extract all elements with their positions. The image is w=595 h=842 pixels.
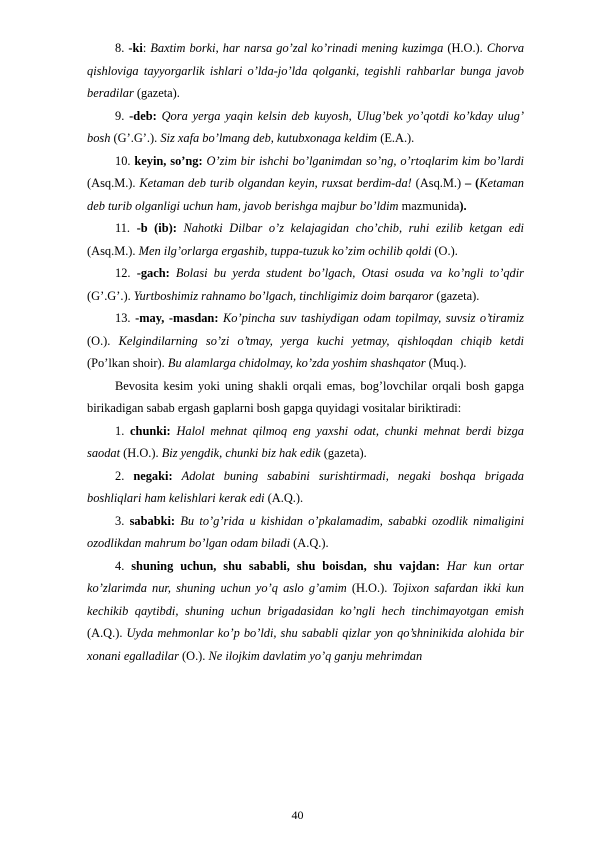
italic-example: Qora yerga yaqin kelsin deb kuyosh, Ulug’bek yo’qotdi ko’kday ulug’ bosh (87, 108, 525, 145)
paragraph (87, 420, 524, 465)
text-run: (Asq.M.) (411, 176, 466, 190)
text-run: (O.). (431, 243, 458, 258)
text-run: 9. (115, 108, 130, 123)
text-run: 13. (115, 311, 136, 325)
bold-run: shuning uchun, shu sababli, shu boisdan, shu vajdan: (131, 558, 440, 573)
italic-example: Ne ilojkim davlatim yo’q ganju mehrimdan (208, 648, 423, 663)
paragraph (87, 150, 524, 218)
text-run: 12. (115, 266, 137, 280)
text-run: (gazeta). (320, 446, 367, 460)
bold-run: ). (459, 198, 467, 213)
text-run: (H.O.). (120, 446, 162, 460)
bold-run: chunki: (130, 423, 171, 438)
italic-example: Tojixon safardan ikki kun kechikib qaytibdi, shuning uchun brigadasidan ko’ngli hech tinchimayotgan emish (87, 581, 524, 618)
page-body (87, 37, 524, 667)
text-run: 3. (115, 513, 130, 528)
text-run: (E.A.). (377, 131, 415, 145)
text-run: (gazeta). (433, 288, 480, 303)
text-run: (gazeta). (133, 86, 180, 100)
italic-example: Uyda mehmonlar ko’p bo’ldi, shu sababli qizlar yon qo’shninikida alohida bir xonani egalladilar (87, 626, 525, 663)
paragraph (87, 105, 524, 150)
text-run: 10. (115, 153, 135, 168)
italic-example: Siz xafa bo’lmang deb, kutubxonaga keldim (160, 131, 378, 145)
paragraph (87, 510, 524, 555)
paragraph (87, 465, 524, 510)
bold-run: -gach: (136, 266, 170, 280)
italic-example: Ketaman deb turib olgandan keyin, ruxsat berdim-da! (139, 176, 412, 190)
italic-example: Baxtim borki, har narsa go’zal ko’rinadi mening kuzimga (150, 41, 444, 55)
text-run (173, 469, 182, 483)
text-run: (Asq.M.). (87, 243, 139, 258)
bold-run: sababki: (129, 513, 176, 528)
text-run (440, 559, 447, 573)
paragraph (87, 555, 524, 668)
italic-example: Halol mehnat qilmoq eng yaxshi odat, chunki mehnat berdi bizga saodat (87, 423, 524, 460)
text-run: (Muq.). (425, 356, 467, 370)
paragraph (87, 262, 524, 307)
paragraph (87, 375, 524, 420)
italic-example: Biz yengdik, chunki biz hak edik (161, 446, 321, 460)
text-run: 4. (115, 558, 132, 573)
bold-run: -may, -masdan: (135, 311, 219, 325)
paragraph (87, 307, 524, 375)
italic-example: Kelgindilarning so’zi o’tmay, yerga kuchi yetmay, qishloqdan chiqib ketdi (118, 333, 525, 348)
italic-example: Yurtboshimiz rahnamo bo’lgach, tinchligimiz doim barqaror (133, 288, 434, 303)
text-run: (O.). (178, 648, 209, 663)
text-run: (A.Q.). (264, 491, 304, 505)
text-run: mazmunida (398, 198, 460, 213)
bold-run: -ki (128, 41, 143, 55)
italic-example: Men ilg’orlarga ergashib, tuppa-tuzuk ko’zim ochilib qoldi (138, 243, 432, 258)
italic-example: Bu alamlarga chidolmay, ko’zda yoshim shashqator (167, 356, 426, 370)
text-run: (H.O.). (346, 581, 393, 595)
text-run: : (142, 41, 151, 55)
page-number: 40 (291, 808, 304, 822)
italic-example: Bolasi bu yerda student bo’lgach, Otasi osuda va ko’ngli to’qdir (175, 266, 524, 280)
italic-example: Ko’pincha suv tashiydigan odam topilmay, suvsiz o’tiramiz (223, 311, 524, 325)
italic-example: Adolat buning sababini surishtirmadi, negaki boshqa brigada boshliqlari ham kelishlari kerak edi (87, 468, 524, 505)
text-run: (A.Q.). (87, 626, 127, 640)
italic-example: Ketaman deb turib olganligi uchun ham, javob berishga majbur bo’ldim (87, 176, 524, 213)
bold-run: -b (ib): (136, 221, 177, 235)
italic-example: Bu to’g’rida u kishidan o’pkalamadim, sababki ozodlik nimaligini ozodlikdan mahrum bo’lgan odam biladi (87, 513, 525, 550)
text-run: (Asq.M.). (87, 176, 140, 190)
italic-example: O’zim bir ishchi bo’lganimdan so’ng, o’rtoqlarim kim bo’lardi (206, 153, 524, 168)
text-run: 1. (115, 423, 131, 438)
text-run: Bevosita kesim yoki uning shakli orqali emas, bog’lovchilar orqali bosh gapga birikadigan sabab ergash gaplarni bosh gapga quyidagi vositalar biriktiradi: (87, 378, 524, 415)
paragraph (87, 217, 524, 262)
bold-run: – ( (465, 176, 480, 190)
bold-run: -deb: (129, 108, 157, 123)
text-run: (Po’lkan shoir). (87, 356, 168, 370)
italic-example: Har kun ortar ko’zlarimda nur, shuning uchun yo’q aslo g’amim (87, 558, 524, 595)
italic-example: Nahotki Dilbar o’z kelajagidan cho’chib, ruhi ezilib ketgan edi (183, 221, 524, 235)
text-run: 11. (115, 221, 137, 235)
bold-run: negaki: (133, 468, 173, 483)
text-run: (G’.G’.). (87, 288, 134, 303)
text-run: (H.O.). (443, 41, 487, 55)
text-run: 8. (115, 41, 129, 55)
paragraph (87, 37, 524, 105)
text-run: 2. (115, 468, 134, 483)
text-run: (O.). (87, 333, 119, 348)
bold-run: keyin, so’ng: (134, 153, 203, 168)
text-run: (A.Q.). (290, 536, 329, 550)
text-run: (G’.G’.). (110, 131, 161, 145)
italic-example: Chorva qishloviga tayyorgarlik ishlari o’lda-jo’lda qolganki, tegishli rahbarlar bunga javob beradilar (87, 41, 525, 100)
